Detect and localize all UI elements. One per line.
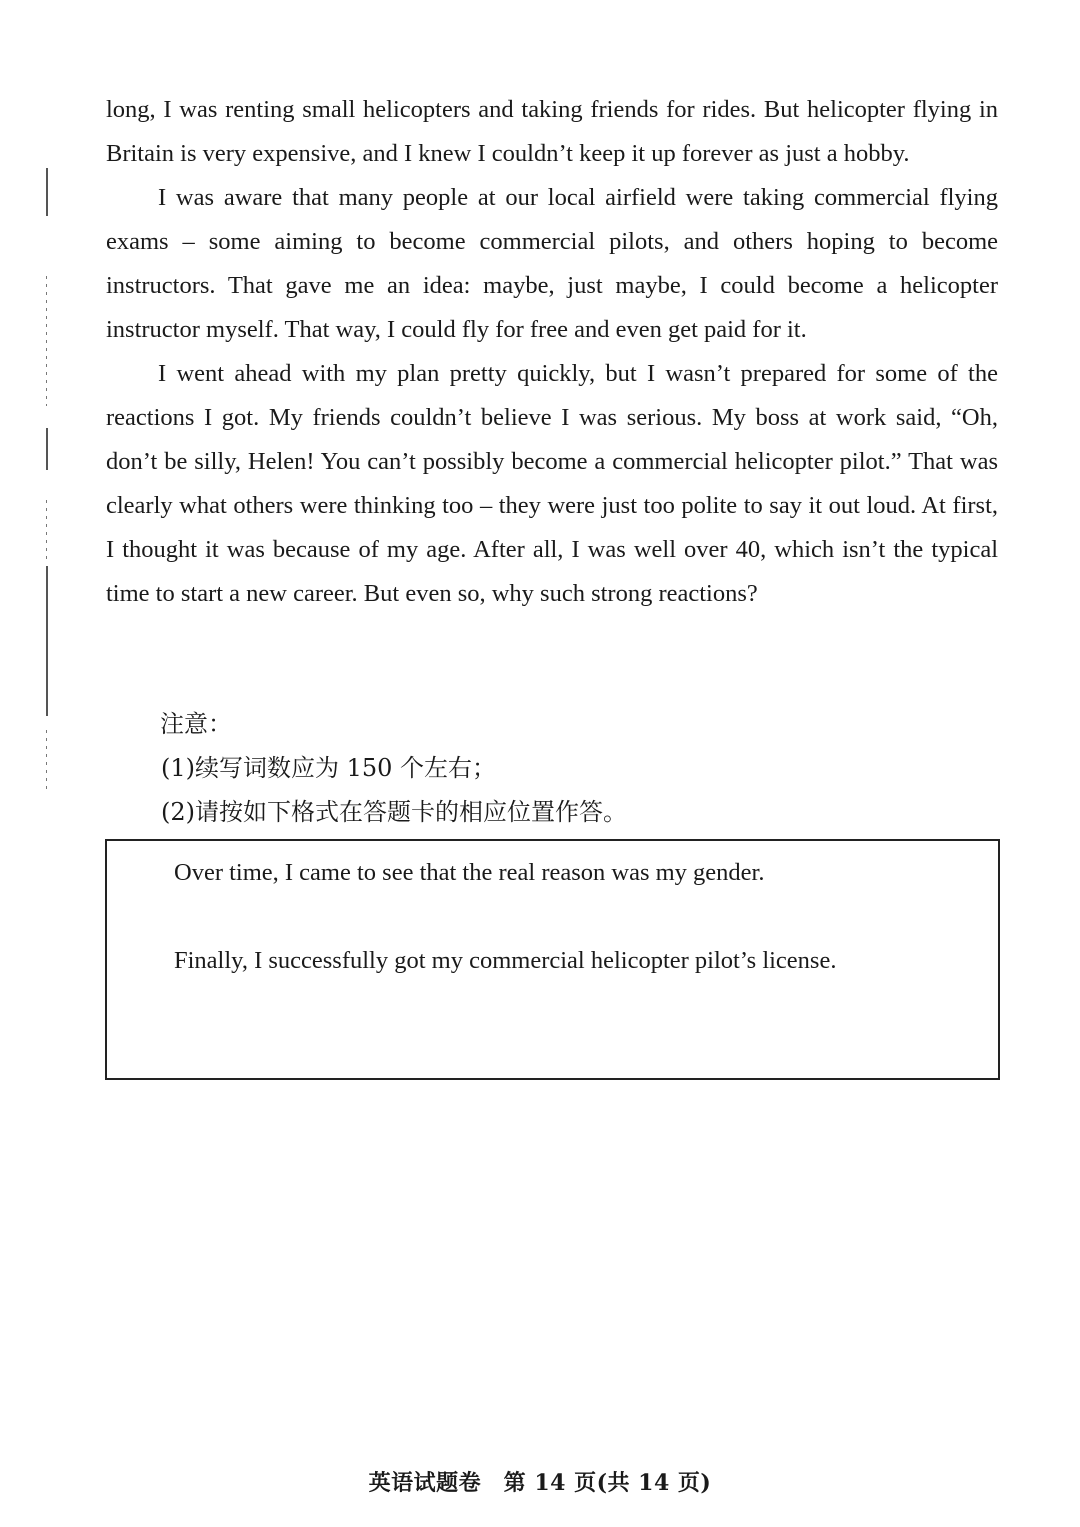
passage-paragraph: long, I was renting small helicopters and taking friends for rides. But helicopter flying in Britain is very expensive, and I knew I couldn’t keep it up forever as just a hobby. bbox=[106, 96, 998, 167]
instructions bbox=[160, 702, 627, 834]
page-footer: 英语试题卷 第 14 页(共 14 页) bbox=[368, 1470, 712, 1496]
answer-format-box bbox=[105, 839, 1000, 1080]
binding-mark bbox=[46, 730, 47, 790]
instructions-heading: 注意： bbox=[160, 710, 232, 738]
continuation-opening-sentence: Over time, I came to see that the real reason was my gender. bbox=[174, 859, 765, 886]
binding-mark bbox=[46, 428, 48, 470]
binding-mark bbox=[46, 500, 47, 560]
binding-mark bbox=[46, 168, 48, 216]
reading-passage bbox=[106, 88, 998, 616]
instruction-item: (1)续写词数应为 150 个左右； bbox=[161, 754, 497, 782]
passage-paragraph: I was aware that many people at our local airfield were taking commercial flying exams – some aiming to become commercial pilots, and others hoping to become instructors. That gave me an idea: maybe, just maybe, I could become a helicopter instructor myself. That way, I could fly for free and even get paid for it. bbox=[106, 184, 998, 343]
instruction-item: (2)请按如下格式在答题卡的相应位置作答。 bbox=[161, 798, 627, 826]
binding-mark bbox=[46, 276, 47, 406]
passage-paragraph: I went ahead with my plan pretty quickly, but I wasn’t prepared for some of the reactions I got. My friends couldn’t believe I was serious. My boss at work said, “Oh, don’t be silly, Helen! You can’t possibly become a commercial helicopter pilot.” That was clearly what others were thinking too – they were just too polite to say it out loud. At first, I thought it was because of my age. After all, I was well over 40, which isn’t the typical time to start a new career. But even so, why such strong reactions? bbox=[106, 360, 998, 607]
continuation-opening-sentence: Finally, I successfully got my commercial helicopter pilot’s license. bbox=[174, 947, 837, 974]
binding-mark bbox=[46, 566, 48, 716]
